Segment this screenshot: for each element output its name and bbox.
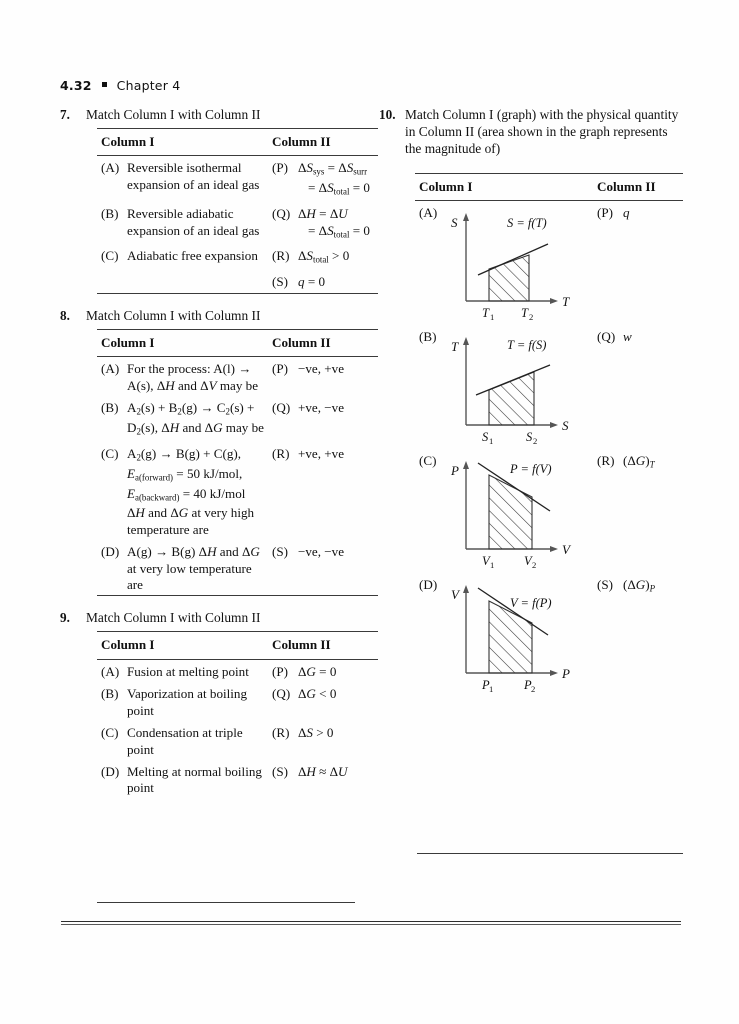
column-2-cell: [270, 762, 378, 782]
svg-text:S: S: [451, 215, 458, 231]
table-row: [97, 760, 378, 799]
item-tag: (A): [101, 160, 120, 176]
item-tag: (B): [419, 329, 437, 345]
item-text: ΔH ≈ ΔU: [298, 763, 348, 779]
item-text: +ve, −ve: [298, 400, 345, 415]
svg-text:S: S: [526, 430, 533, 445]
svg-text:V: V: [562, 542, 570, 558]
item-text: q: [623, 205, 630, 221]
item-tag: (S): [272, 274, 289, 290]
item-tag: (R): [597, 453, 615, 469]
table-header-row: [97, 129, 378, 156]
item-text: ΔS > 0: [298, 725, 334, 741]
svg-text:T = f(S): T = f(S): [507, 338, 547, 353]
column-2-cell: [270, 723, 378, 743]
table-row: [97, 442, 378, 540]
column-1-cell: [97, 359, 270, 396]
item-tag: (S): [272, 763, 289, 779]
column-1-cell: [97, 723, 270, 760]
column-2-cell: [270, 204, 378, 244]
table-row: [97, 540, 378, 595]
svg-text:S = f(T): S = f(T): [507, 216, 547, 231]
item-tag: (B): [101, 686, 119, 702]
square-bullet-icon: [102, 82, 107, 87]
column-1-header: Column I: [101, 637, 155, 653]
svg-text:V: V: [524, 554, 532, 569]
column-2-cell: [270, 158, 378, 202]
column-2-header: Column II: [272, 637, 331, 653]
question-10-heading: [379, 106, 683, 157]
column-2-cell: [595, 203, 683, 223]
item-text: Melting at normal boiling point: [127, 763, 262, 796]
table-row: [415, 201, 683, 325]
column-1-cell: [97, 542, 270, 595]
column-1-cell: [97, 272, 270, 292]
column-2-cell: [270, 272, 378, 292]
column-1-header: Column I: [419, 179, 473, 194]
column-1-cell: [97, 158, 270, 195]
table-body: [97, 660, 378, 799]
item-tag: (P): [272, 361, 289, 377]
question-9-prompt: Match Column I with Column II: [86, 610, 261, 626]
item-tag: (B): [101, 400, 119, 415]
column-2-cell: [270, 398, 378, 418]
table-row: [97, 202, 378, 244]
column-1-cell: [415, 451, 595, 573]
item-text: ΔG < 0: [298, 686, 337, 702]
folio-number: 4.32: [60, 78, 92, 93]
svg-text:P: P: [562, 666, 570, 682]
column-1-header: Column I: [101, 334, 155, 350]
question-7: [60, 106, 378, 294]
item-text: Vaporization at boiling point: [127, 686, 247, 718]
item-text: $A_2(g) \to B(g) + C(g)$, $E_{a(forward)} = 50$ kJ/mol, $E_{a(backward)} = 40$ kJ/mol ΔH and ΔG at very high temperature are: [127, 445, 255, 537]
item-tag: (D): [101, 763, 120, 779]
item-text: A(g) → B(g) ΔH and ΔG at very low temperature are: [127, 544, 260, 593]
item-tag: (A): [419, 205, 438, 221]
graph-v-vs-p: [444, 577, 584, 695]
table-body: [97, 156, 378, 292]
item-text: Reversible isothermal expansion of an ideal gas: [127, 160, 260, 192]
svg-text:S: S: [482, 430, 489, 445]
svg-text:2: 2: [532, 560, 537, 571]
table-body: [415, 201, 683, 697]
question-8-table: [97, 329, 378, 597]
item-tag: (P): [597, 205, 614, 221]
item-text: (ΔG)T: [623, 453, 655, 470]
table-header-row: [415, 174, 683, 201]
svg-text:P: P: [482, 678, 490, 693]
column-2-cell: [595, 327, 683, 347]
column-1-cell: [97, 684, 270, 721]
item-text: For the process: A(l) → A(s), ΔH and ΔV may be: [127, 361, 259, 393]
item-tag: (R): [272, 248, 290, 264]
table-row: [415, 449, 683, 573]
column-2-cell: [595, 451, 683, 475]
column-2-cell: [270, 359, 378, 379]
item-text: (ΔG)P: [623, 577, 656, 594]
table-header-row: [97, 330, 378, 357]
svg-text:P = f(V): P = f(V): [510, 462, 552, 477]
svg-text:V: V: [451, 587, 459, 603]
table-row: [97, 660, 378, 682]
column-2-cell: [270, 684, 378, 704]
question-9-number: 9.: [60, 610, 70, 626]
table-row: [97, 682, 378, 721]
svg-text:T: T: [562, 294, 570, 310]
item-tag: (S): [272, 544, 289, 560]
item-text: Condensation at triple point: [127, 725, 243, 757]
column-2-cell: [270, 444, 378, 464]
chapter-label: Chapter 4: [116, 78, 181, 93]
item-tag: (Q): [597, 329, 616, 345]
question-7-number: 7.: [60, 107, 70, 122]
item-tag: (R): [272, 725, 290, 741]
column-1-cell: [415, 203, 595, 325]
svg-text:V: V: [482, 554, 490, 569]
question-9-heading: [60, 609, 378, 626]
column-1-header: Column I: [101, 134, 155, 149]
item-text: −ve, −ve: [298, 544, 345, 560]
column-1-cell: [97, 662, 270, 682]
item-tag: (B): [101, 206, 119, 222]
item-tag: (P): [272, 663, 289, 679]
item-text: Reversible adiabatic expansion of an ideal gas: [127, 206, 260, 238]
item-tag: (Q): [272, 206, 291, 222]
svg-text:S: S: [562, 418, 569, 434]
column-1-cell: [97, 398, 270, 442]
column-1-cell: [97, 246, 270, 266]
svg-text:1: 1: [490, 312, 495, 323]
svg-text:2: 2: [531, 684, 536, 695]
item-tag: (C): [419, 453, 437, 469]
question-8-heading: [60, 307, 378, 324]
svg-text:T: T: [451, 339, 459, 355]
question-7-heading: [60, 106, 378, 123]
item-text: −ve, +ve: [298, 361, 345, 377]
left-column: [60, 106, 378, 801]
item-tag: (D): [419, 577, 438, 593]
graph-p-vs-v: [444, 453, 584, 571]
item-text: $A_2(s) + B_2(g) \to C_2(s) + D_2(s)$, ΔH and ΔG may be: [127, 400, 264, 437]
svg-text:T: T: [521, 306, 528, 321]
item-tag: (Q): [272, 686, 291, 702]
column-2-cell: [270, 542, 378, 562]
graph-t-vs-s: [444, 329, 584, 447]
column-1-cell: [97, 762, 270, 799]
question-8: [60, 307, 378, 597]
item-tag: (C): [101, 445, 119, 461]
item-tag: (C): [101, 725, 119, 741]
item-tag: (R): [272, 445, 290, 461]
graph-s-vs-t: [444, 205, 584, 323]
table-body: [97, 357, 378, 595]
question-8-prompt: Match Column I with Column II: [86, 307, 261, 323]
column-2-header: Column II: [272, 134, 331, 149]
item-text: ΔG = 0: [298, 663, 337, 679]
running-head: [60, 78, 180, 93]
svg-text:2: 2: [529, 312, 534, 323]
item-tag: (A): [101, 361, 120, 377]
table-header-row: [97, 632, 378, 659]
table-row: [415, 573, 683, 697]
item-text: Fusion at melting point: [127, 663, 249, 679]
item-text: Adiabatic free expansion: [127, 248, 258, 264]
left-table-bottom-rule: [97, 902, 355, 903]
column-2-header: Column II: [272, 334, 331, 350]
item-tag: (A): [101, 663, 120, 679]
item-tag: (P): [272, 160, 289, 176]
table-row: [97, 396, 378, 442]
column-2-cell: [270, 246, 378, 270]
table-row: [415, 325, 683, 449]
column-2-cell: [595, 575, 683, 599]
item-text: $\Delta S_{total} > 0$: [298, 248, 350, 265]
right-column: [379, 106, 683, 699]
table-row: [97, 357, 378, 396]
item-text: $\Delta S_{sys} = \Delta S_{surr}$ = $\Delta S_{total} = 0$: [298, 160, 370, 197]
column-2-header: Column II: [597, 179, 656, 194]
item-text: q = 0: [298, 274, 326, 290]
svg-text:1: 1: [489, 684, 494, 695]
column-1-cell: [97, 204, 270, 241]
column-1-cell: [97, 444, 270, 540]
column-2-cell: [270, 662, 378, 682]
right-table-bottom-rule: [417, 853, 683, 854]
item-tag: (Q): [272, 400, 291, 415]
column-1-cell: [415, 327, 595, 449]
page-bottom-double-rule: [61, 921, 681, 925]
item-text: ΔH = ΔU = $\Delta S_{total} = 0$: [298, 206, 370, 240]
table-row: [97, 156, 378, 202]
svg-text:1: 1: [490, 560, 495, 571]
table-row: [97, 244, 378, 270]
item-tag: (C): [101, 248, 119, 264]
question-10-number: 10.: [379, 107, 396, 122]
svg-text:P: P: [524, 678, 532, 693]
question-7-table: [97, 128, 378, 294]
question-10-table: [415, 173, 683, 697]
question-9: [60, 609, 378, 798]
item-text: w: [623, 329, 632, 345]
table-row: [97, 721, 378, 760]
question-10: [379, 106, 683, 697]
svg-text:2: 2: [533, 436, 538, 447]
table-row: [97, 270, 378, 292]
question-10-prompt: Match Column I (graph) with the physical quantity in Column II (area shown in the graph represents the magnitude of): [405, 107, 679, 156]
column-1-cell: [415, 575, 595, 697]
question-8-number: 8.: [60, 307, 70, 323]
svg-text:T: T: [482, 306, 489, 321]
svg-text:1: 1: [489, 436, 494, 447]
item-text: +ve, +ve: [298, 445, 345, 461]
item-tag: (D): [101, 544, 120, 560]
item-tag: (S): [597, 577, 614, 593]
question-9-table: [97, 631, 378, 798]
svg-text:V = f(P): V = f(P): [510, 596, 552, 611]
question-7-prompt: Match Column I with Column II: [86, 107, 261, 122]
svg-text:P: P: [451, 463, 459, 479]
